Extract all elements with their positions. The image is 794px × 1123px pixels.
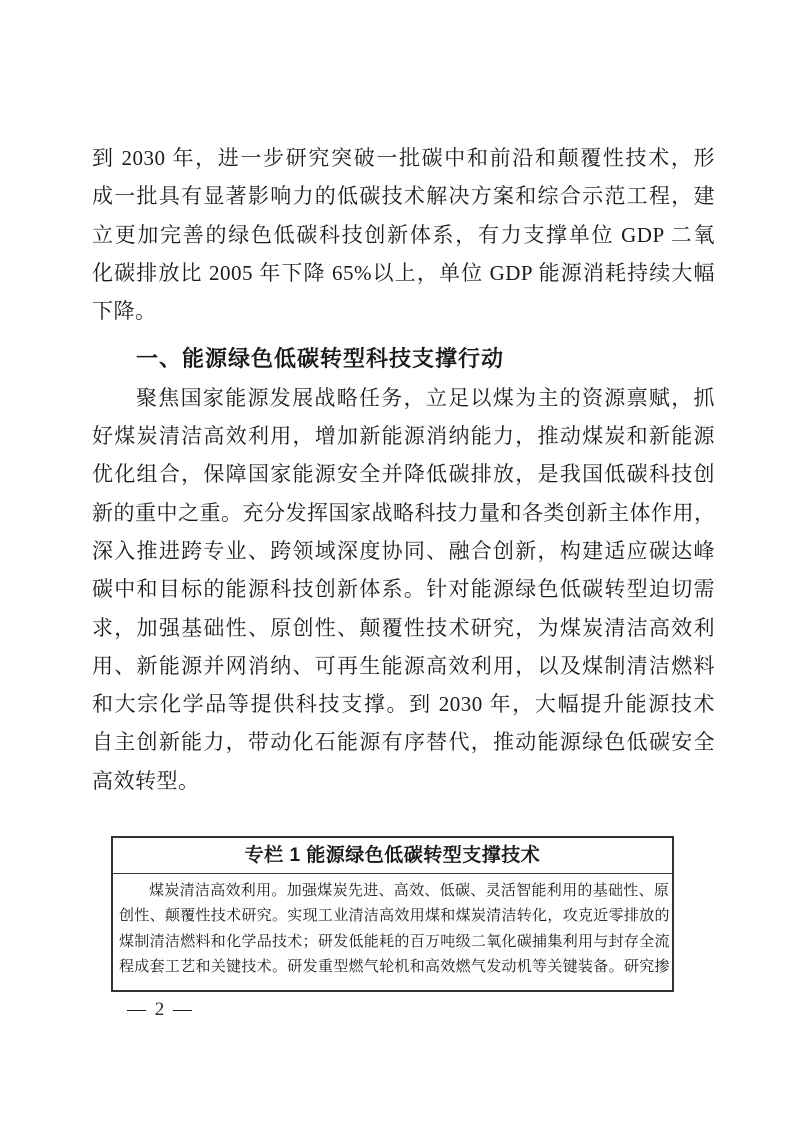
callout-box-column-1 xyxy=(111,836,674,992)
callout-line: 煤制清洁燃料和化学品技术；研发低能耗的百万吨级二氧化碳捕集利用与封存全流 xyxy=(119,933,670,950)
paragraph-line: 化碳排放比 2005 年下降 65%以上，单位 GDP 能源消耗持续大幅 xyxy=(92,260,715,285)
paragraph-line: 立更加完善的绿色低碳科技创新体系，有力支撑单位 GDP 二氧 xyxy=(92,222,715,247)
paragraph-line: 好煤炭清洁高效利用，增加新能源消纳能力，推动煤炭和新能源 xyxy=(92,424,715,449)
callout-box-title: 专栏 1 能源绿色低碳转型支撑技术 xyxy=(113,838,672,874)
paragraph-line: 碳中和目标的能源科技创新体系。针对能源绿色低碳转型迫切需 xyxy=(92,577,715,602)
callout-line: 程成套工艺和关键技术。研发重型燃气轮机和高效燃气发动机等关键装备。研究掺 xyxy=(119,959,670,976)
page-number: — 2 — xyxy=(127,999,194,1020)
paragraph-line: 高效转型。 xyxy=(92,768,200,793)
paragraph-line: 自主创新能力，带动化石能源有序替代，推动能源绿色低碳安全 xyxy=(92,730,715,755)
paragraph-line: 新的重中之重。充分发挥国家战略科技力量和各类创新主体作用， xyxy=(92,500,716,525)
paragraph-line: 求，加强基础性、原创性、颠覆性技术研究，为煤炭清洁高效利 xyxy=(92,615,715,640)
paragraph-line: 优化组合，保障国家能源安全并降低碳排放，是我国低碳科技创 xyxy=(92,462,715,487)
callout-line: 创性、颠覆性技术研究。实现工业清洁高效用煤和煤炭清洁转化，攻克近零排放的 xyxy=(119,908,670,925)
paragraph-line: 下降。 xyxy=(92,299,157,324)
paragraph-line: 聚焦国家能源发展战略任务，立足以煤为主的资源禀赋，抓 xyxy=(136,385,715,410)
text-column xyxy=(92,139,715,992)
paragraph-line: 成一批具有显著影响力的低碳技术解决方案和综合示范工程，建 xyxy=(92,184,715,209)
callout-line: 煤炭清洁高效利用。加强煤炭先进、高效、低碳、灵活智能利用的基础性、原 xyxy=(149,883,670,900)
paragraph-line: 用、新能源并网消纳、可再生能源高效利用，以及煤制清洁燃料 xyxy=(92,653,715,678)
paragraph-energy-action xyxy=(92,379,715,800)
paragraph-line: 到 2030 年，进一步研究突破一批碳中和前沿和颠覆性技术，形 xyxy=(92,146,715,170)
section-1-heading: 一、能源绿色低碳转型科技支撑行动 xyxy=(136,346,505,372)
paragraph-line: 深入推进跨专业、跨领域深度协同、融合创新，构建适应碳达峰 xyxy=(92,538,715,563)
callout-box-body xyxy=(113,874,672,990)
paragraph-continued xyxy=(92,139,715,330)
paragraph-line: 和大宗化学品等提供科技支撑。到 2030 年，大幅提升能源技术 xyxy=(92,692,715,717)
